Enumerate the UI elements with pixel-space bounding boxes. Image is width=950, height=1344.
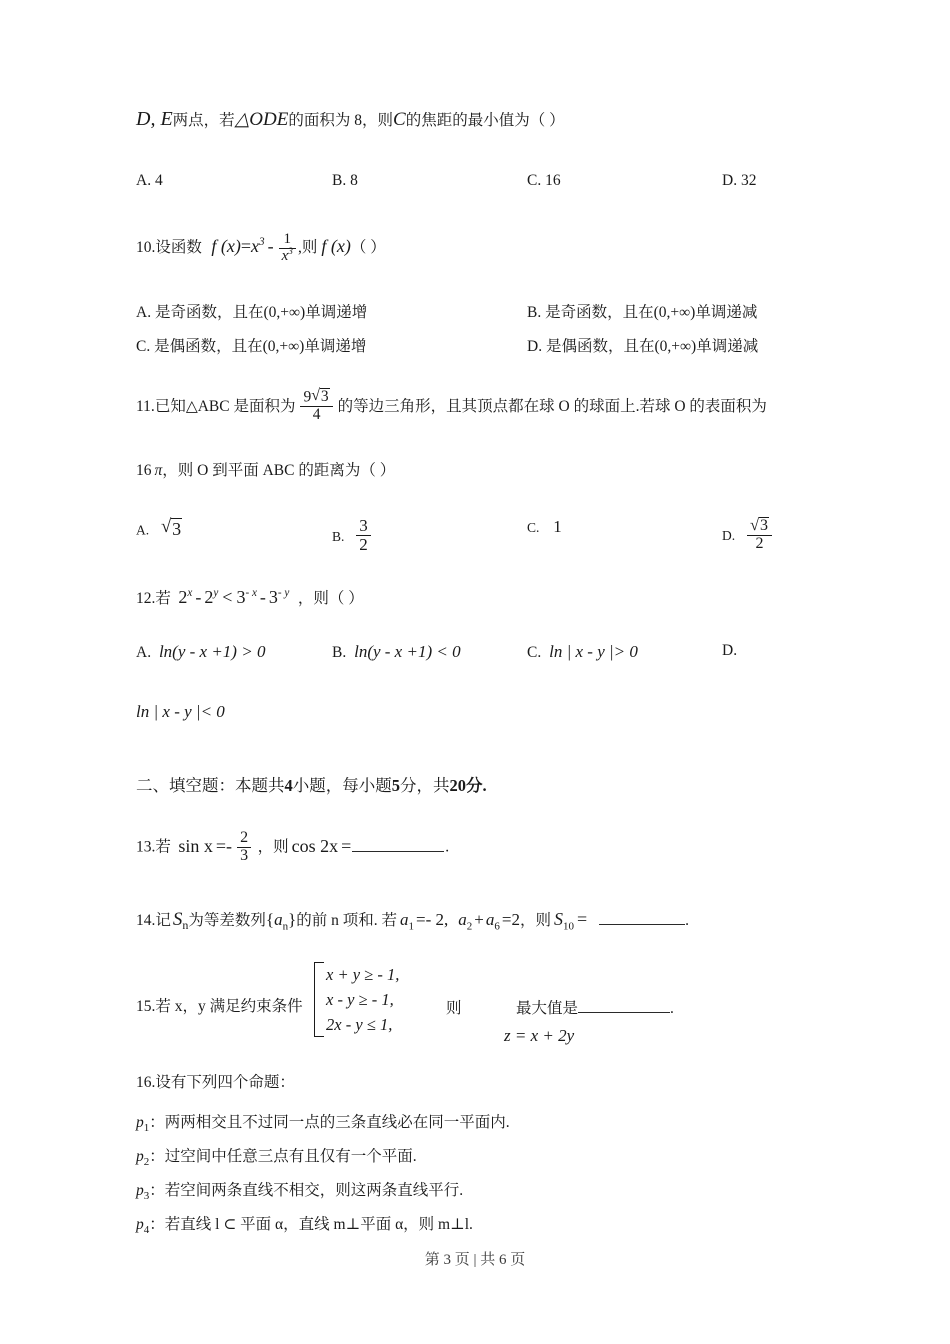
p2-tag: p xyxy=(136,1148,144,1165)
section-2-question-count: 4 xyxy=(284,776,293,795)
q14-sequence-notation: $\{a_n\}$ xyxy=(265,910,297,933)
q11-text-line2: ，则 O 到平面 ABC 的距离为（ ） xyxy=(162,462,396,479)
question-14: 14.记 $S_n$为等差数列$\{a_n\}$的前 n 项和. 若 $a_1 =- 2$, $a_2 + a_6 =2$，则 $S_{10}$ = . xyxy=(136,909,689,933)
q14-text-1: 为等差数列 xyxy=(188,912,266,929)
q12-stem-lead: 若 xyxy=(155,590,171,607)
q11-option-b[interactable] xyxy=(332,517,373,554)
system-brace xyxy=(314,962,324,1037)
q13-equals-2: = xyxy=(341,835,352,856)
q11-option-d-label: D. xyxy=(722,528,736,544)
q10-option-b-text: 是奇函数，且在(0,+∞)单调递减 xyxy=(545,304,758,321)
q10-stem-lead: 设函数 xyxy=(155,239,202,257)
page-number-text: 第 3 页 | 共 6 页 xyxy=(424,1252,526,1268)
q10-option-b[interactable] xyxy=(527,300,757,322)
q10-options-row-1 xyxy=(136,300,850,334)
q11-option-b-value: $\frac{3}{2}$ xyxy=(356,517,371,554)
p3-colon: ： xyxy=(149,1182,165,1199)
q13-fraction-numerator: 2 xyxy=(237,830,251,848)
q12-option-c-label: C. xyxy=(527,644,542,661)
q14-sn-symbol: S xyxy=(172,909,183,930)
q10-option-b-label: B. xyxy=(527,304,542,321)
proposition-p4: $p_4$：若直线 l ⊂ 平面 α，直线 m⊥平面 α，则 m⊥l. xyxy=(136,1216,473,1237)
question-11-stem-line1 xyxy=(136,388,856,423)
q12-option-b-expr: ln(y - x +1) < 0 xyxy=(354,642,461,661)
section-2-heading xyxy=(136,772,836,796)
q11-option-b-label: B. xyxy=(332,529,345,545)
q14-text-3: ，则 xyxy=(519,912,551,929)
q11-area-numerator: 9 √ 3 xyxy=(300,388,332,407)
q10-option-d-text: 是偶函数，且在(0,+∞)单调递减 xyxy=(545,338,759,355)
q13-given-equation: sin x =- $\frac{2}{3}$ xyxy=(174,836,258,856)
proposition-p3: $p_3$：若空间两条直线不相交，则这两条直线平行. xyxy=(136,1182,464,1203)
q11-option-c[interactable] xyxy=(527,517,562,537)
q15-number: 15. xyxy=(136,998,156,1015)
q10-fraction-denominator: $x^3$ xyxy=(281,246,293,264)
question-11-options xyxy=(136,505,850,555)
q10-fraction-numerator: 1 xyxy=(279,232,296,249)
q13-number: 13. xyxy=(136,838,156,856)
q11-option-a-label: A. xyxy=(136,522,150,538)
q9-option-c-value: 16 xyxy=(545,172,561,189)
section-2-points-total: 20 xyxy=(449,776,466,795)
q15-tail-text: 最大值是 xyxy=(516,1000,579,1017)
q10-option-d-label: D. xyxy=(527,338,543,355)
question-16-stem xyxy=(136,1070,836,1092)
q10-number: 10. xyxy=(136,239,156,257)
q10-option-c-text: 是偶函数，且在(0,+∞)单调递增 xyxy=(154,338,367,355)
question-10-stem xyxy=(136,232,836,265)
q15-constraint-2: x - y ≥ - 1, xyxy=(326,990,394,1010)
proposition-p1: $p_1$：两两相交且不过同一点的三条直线必在同一平面内. xyxy=(136,1114,510,1135)
q15-lead-text: 若 x，y 满足约束条件 xyxy=(155,998,303,1015)
q10-option-d[interactable] xyxy=(527,334,758,356)
p2-colon: ： xyxy=(149,1148,165,1165)
q9-option-b-label: B. xyxy=(332,172,347,189)
q11-option-c-label: C. xyxy=(527,520,540,535)
q9-triangle-ode: △ODE xyxy=(234,109,289,130)
section-2-points-each: 5 xyxy=(391,776,400,795)
q12-option-a[interactable] xyxy=(136,642,265,662)
q15-period: . xyxy=(670,1000,674,1017)
q15-answer-wrap xyxy=(516,996,674,1018)
q11-option-c-value: 1 xyxy=(553,517,562,536)
q11-area-fraction xyxy=(300,388,332,423)
q10-term1-exponent: 3 xyxy=(259,236,265,249)
question-9-continuation xyxy=(136,108,836,131)
q10-answer-paren: （ ） xyxy=(350,239,386,257)
q13-text-mid: ，则 xyxy=(257,838,289,856)
p4-tag: p xyxy=(136,1216,144,1233)
q15-answer-blank[interactable] xyxy=(578,997,670,1013)
q9-option-b-value: 8 xyxy=(350,172,358,189)
q12-option-b-label: B. xyxy=(332,644,347,661)
q13-stem-lead: 若 xyxy=(155,838,171,856)
q9-curve-c: C xyxy=(393,109,406,130)
q11-area-denominator: 4 xyxy=(312,405,321,423)
p4-colon: ： xyxy=(149,1216,165,1233)
q12-stem-tail: ，则（ ） xyxy=(297,590,364,607)
proposition-p2: $p_2$：过空间中任意三点有且仅有一个平面. xyxy=(136,1148,417,1169)
q14-lead: 记 xyxy=(155,912,171,929)
p4-text: 若直线 l ⊂ 平面 α，直线 m⊥平面 α，则 m⊥l. xyxy=(164,1216,473,1233)
q15-objective-function: z = x + 2y xyxy=(504,1026,575,1045)
section-2-heading-prefix: 二、填空题：本题共 xyxy=(136,776,285,795)
q11-text-part1: 已知△ABC 是面积为 xyxy=(154,397,296,415)
question-10-options xyxy=(136,300,850,368)
q11-option-d-value: √ $\frac{3}{2}$ xyxy=(747,517,772,553)
q9-option-d[interactable] xyxy=(722,172,756,190)
q12-option-c-expr: ln | x - y |> 0 xyxy=(549,642,638,661)
section-2-heading-suffix: 分. xyxy=(466,776,487,795)
q13-fraction xyxy=(237,830,251,865)
section-2-heading-mid2: 分，共 xyxy=(400,776,450,795)
q10-term1-base: x xyxy=(251,236,260,257)
q10-stem-mid: ,则 xyxy=(297,239,318,257)
q10-option-a-text: 是奇函数，且在(0,+∞)单调递增 xyxy=(154,304,368,321)
q10-option-a[interactable] xyxy=(136,300,367,322)
q9-option-c-label: C. xyxy=(527,172,542,189)
q10-option-c[interactable] xyxy=(136,334,366,356)
q12-option-a-label: A. xyxy=(136,644,152,661)
q9-option-a-value: 4 xyxy=(154,172,163,189)
q10-option-c-label: C. xyxy=(136,338,151,355)
q14-condition-a2a6: $a_2 + a_6 =2$ xyxy=(458,910,520,933)
q10-function-name-2: f (x) xyxy=(321,236,351,257)
q15-constraint-system xyxy=(314,962,399,1037)
p1-colon: ： xyxy=(149,1114,165,1131)
q10-options-row-2 xyxy=(136,334,850,368)
q11-option-d[interactable] xyxy=(722,517,774,553)
q13-target-expression: cos 2x xyxy=(291,835,339,856)
q12-option-a-expr: ln(y - x +1) > 0 xyxy=(158,642,266,661)
section-2-heading-mid1: 小题，每小题 xyxy=(292,776,392,795)
p3-tag: p xyxy=(136,1182,144,1199)
q9-text-a: 两点，若 xyxy=(172,112,235,129)
q9-option-c[interactable] xyxy=(527,172,561,190)
q10-function-name: f (x) xyxy=(211,236,241,257)
question-12-options xyxy=(136,632,850,672)
q9-text-b: 的面积为 8，则 xyxy=(288,112,393,129)
q13-period: . xyxy=(445,838,450,856)
q14-answer-blank[interactable] xyxy=(599,909,685,925)
q9-option-a-label: A. xyxy=(136,172,152,189)
p3-text: 若空间两条直线不相交，则这两条直线平行. xyxy=(164,1182,464,1199)
q13-sine-term: sin x xyxy=(178,835,213,856)
p2-text: 过空间中任意三点有且仅有一个平面. xyxy=(164,1148,417,1165)
p1-text: 两两相交且不过同一点的三条直线必在同一平面内. xyxy=(164,1114,510,1131)
q12-option-d-label: D. xyxy=(722,642,738,659)
q13-answer-blank[interactable] xyxy=(352,836,444,852)
q14-target-s10: $S_{10}$ = xyxy=(553,909,588,933)
q15-lead-wrap xyxy=(136,994,303,1016)
page-footer xyxy=(0,1248,950,1269)
q10-minus-sign: - xyxy=(267,236,274,257)
q9-text-c: 的焦距的最小值为（ ） xyxy=(405,112,565,129)
question-12-option-d-expression[interactable] xyxy=(136,702,536,722)
q12-option-d[interactable] xyxy=(722,642,737,660)
q9-points-label: D, E xyxy=(136,108,173,130)
question-11-stem-line2 xyxy=(136,458,836,480)
question-15 xyxy=(136,962,856,1052)
q10-option-a-label: A. xyxy=(136,304,152,321)
q16-number: 16. xyxy=(136,1074,156,1091)
question-12-stem xyxy=(136,586,836,608)
q16-stem-text: 设有下列四个命题： xyxy=(155,1074,295,1091)
q15-constraint-1: x + y ≥ - 1, xyxy=(326,965,400,984)
question-13 xyxy=(136,830,836,865)
p1-tag: p xyxy=(136,1114,144,1131)
q14-text-2: 的前 n 项和. 若 xyxy=(296,912,398,929)
q14-condition-a1: $a_1 =- 2$, xyxy=(400,910,449,933)
q9-option-a[interactable] xyxy=(136,172,163,190)
q14-period: . xyxy=(685,912,689,929)
q15-constraint-3: 2x - y ≤ 1, xyxy=(326,1015,393,1035)
q11-number: 11. xyxy=(136,397,155,415)
q10-equals: = xyxy=(240,236,252,257)
q11-text-part2: 的等边三角形，且其顶点都在球 O 的球面上.若球 O 的表面积为 xyxy=(337,397,767,415)
q11-pi-symbol: π xyxy=(154,462,163,479)
q9-option-d-value: 32 xyxy=(740,172,757,189)
q9-option-b[interactable] xyxy=(332,172,358,190)
q10-fraction xyxy=(279,232,296,265)
q13-fraction-denominator: 3 xyxy=(240,846,249,864)
q12-inequality: $2^x - 2^y < 3^{- x} - 3^{- y}$ xyxy=(178,587,290,607)
q14-number: 14. xyxy=(136,912,156,929)
q12-number: 12. xyxy=(136,590,156,607)
q11-option-a[interactable] xyxy=(136,517,182,540)
question-16-propositions xyxy=(136,1110,836,1246)
q12-option-d-expr: ln | x - y |< 0 xyxy=(136,702,225,721)
q11-option-a-value: √ 3 xyxy=(161,517,182,540)
q12-option-b[interactable] xyxy=(332,642,461,662)
q11-surface-area-value: 16 xyxy=(136,462,152,479)
q15-then-text: 则 xyxy=(446,1000,462,1017)
q12-option-c[interactable] xyxy=(527,642,638,662)
q9-option-d-label: D. xyxy=(722,172,738,189)
